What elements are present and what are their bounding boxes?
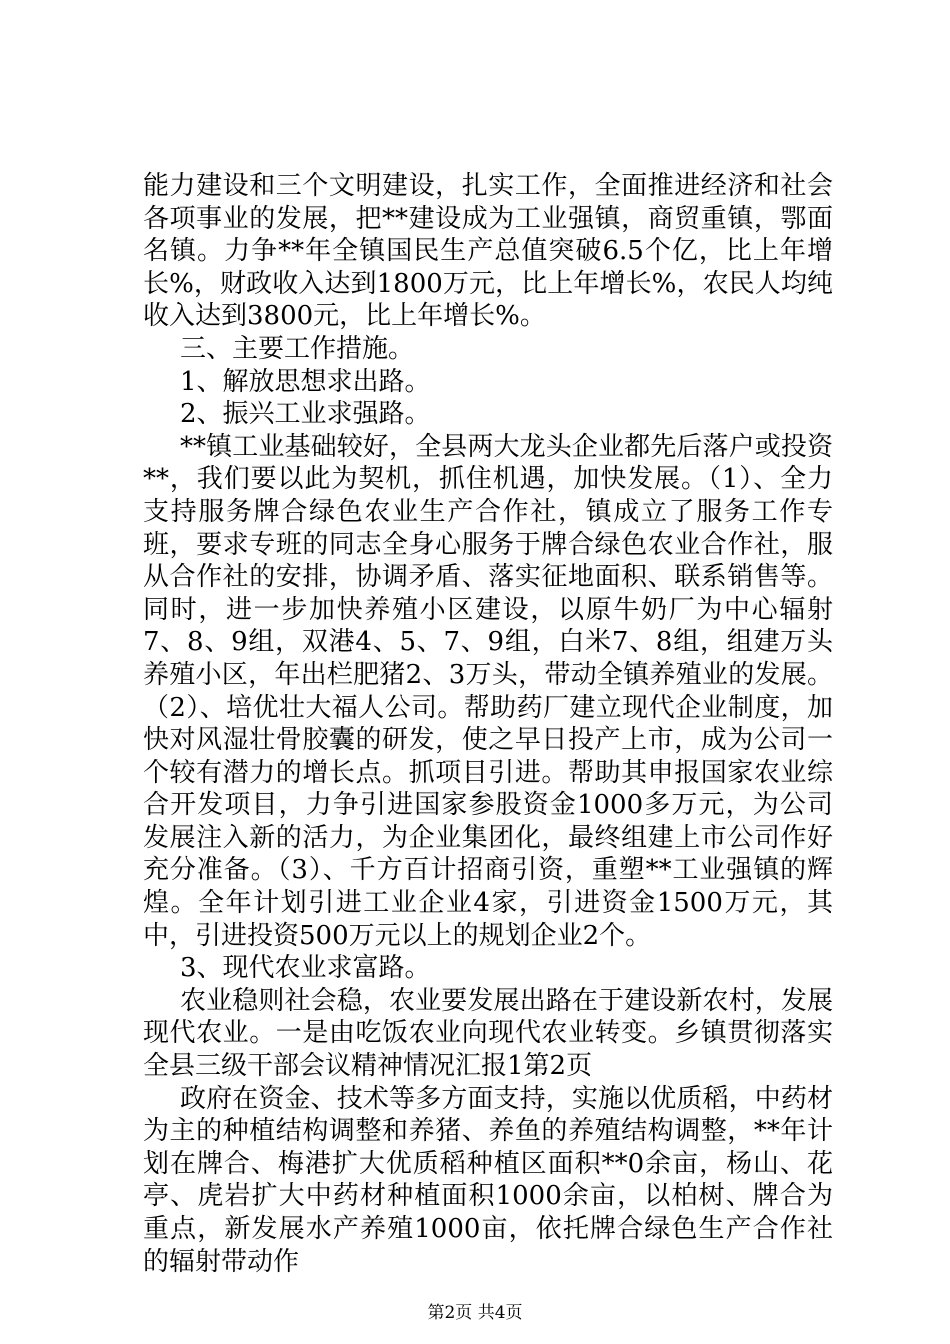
paragraph-1: 能力建设和三个文明建设，扎实工作，全面推进经济和社会各项事业的发展，把**建设成为工业强镇，商贸重镇，鄂面名镇。力争**年全镇国民生产总值突破6.5个亿，比上年增长%，财政收入达到1800万元，比上年增长%，农民人均纯收入达到3800元，比上年增长%。 (143, 171, 833, 332)
subheading-2: 2、振兴工业求强路。 (180, 399, 431, 430)
paragraph-agriculture: 农业稳则社会稳，农业要发展出路在于建设新农村，发展现代农业。一是由吃饭农业向现代农业转变。乡镇贯彻落实全县三级干部会议精神情况汇报1第2页 (143, 985, 833, 1082)
subheading-3: 3、现代农业求富路。 (180, 953, 431, 984)
paragraph-industry: **镇工业基础较好，全县两大龙头企业都先后落户或投资**，我们要以此为契机，抓住机遇，加快发展。（1）、全力支持服务牌合绿色农业生产合作社，镇成立了服务工作专班，要求专班的同志全身心服务于牌合绿色农业合作社，服从合作社的安排，协调矛盾、落实征地面积、联系销售等。同时，进一步加快养殖小区建设，以原牛奶厂为中心辐射7、8、9组，双港4、5、7、9组，白米7、8组，组建万头养殖小区，年出栏肥猪2、3万头，带动全镇养殖业的发展。（2）、培优壮大福人公司。帮助药厂建立现代企业制度，加快对风湿壮骨胶囊的研发，使之早日投产上市，成为公司一个较有潜力的增长点。抓项目引进。帮助其申报国家农业综合开发项目，力争引进国家参股资金1000多万元，为公司发展注入新的活力，为企业集团化，最终组建上市公司作好充分准备。（3）、千方百计招商引资，重塑**工业强镇的辉煌。全年计划引进工业企业4家，引进资金1500万元，其中，引进投资500万元以上的规划企业2个。 (143, 431, 833, 951)
heading-main-measures: 三、主要工作措施。 (180, 333, 415, 364)
paragraph-government-support: 政府在资金、技术等多方面支持，实施以优质稻，中药材为主的种植结构调整和养猪、养鱼的养殖结构调整，**年计划在牌合、梅港扩大优质稻种植区面积**0余亩，杨山、花亭、虎岩扩大中药材种植面积1000余亩，以柏树、牌合为重点，新发展水产养殖1000亩，依托牌合绿色生产合作社的辐射带动作 (143, 1083, 833, 1277)
body-text (143, 170, 833, 1278)
page-footer: 第2页 共4页 (427, 1303, 523, 1323)
subheading-1: 1、解放思想求出路。 (180, 366, 431, 397)
